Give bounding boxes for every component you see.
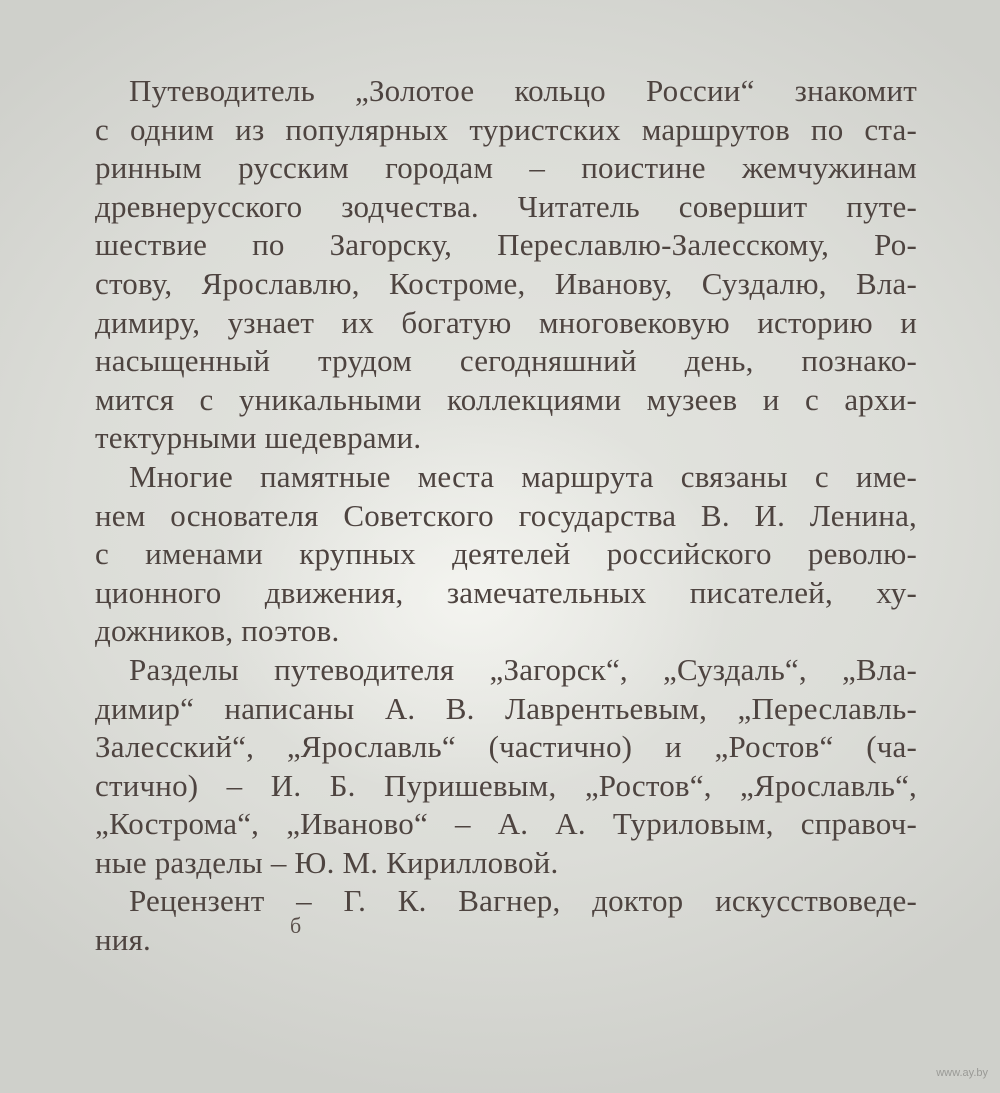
text-line: Рецензент – Г. К. Вагнер, доктор искусствоведе-	[129, 883, 917, 919]
text-line: ные разделы – Ю. М. Кирилловой.	[95, 844, 559, 880]
text-line: древнерусского зодчества. Читатель совершит путе-	[95, 188, 917, 224]
paragraph-memorial-places	[95, 458, 917, 651]
text-line: Разделы путеводителя „Загорск“, „Суздаль“, „Вла-	[129, 651, 917, 687]
text-line: с именами крупных деятелей российского револю-	[95, 536, 917, 572]
text-line: ринным русским городам – поистине жемчужинам	[95, 150, 917, 186]
stray-pen-mark: б	[290, 913, 302, 938]
paragraph-intro	[95, 72, 917, 458]
text-line: димир“ написаны А. В. Лаврентьевым, „Переславль-	[95, 690, 917, 726]
text-line: Путеводитель „Золотое кольцо России“ знакомит	[129, 73, 917, 108]
text-line: тектурными шедеврами.	[95, 420, 422, 456]
text-line: шествие по Загорску, Переславлю-Залесскому, Ро-	[95, 227, 917, 263]
text-line: ния.	[95, 922, 151, 958]
text-line: нем основателя Советского государства В. И. Ленина,	[95, 497, 917, 533]
text-line: мится с уникальными коллекциями музеев и с архи-	[95, 381, 917, 417]
text-line: с одним из популярных туристских маршрутов по ста-	[95, 111, 917, 147]
text-line: „Кострома“, „Иваново“ – А. А. Туриловым, справоч-	[95, 806, 917, 842]
text-line: Многие памятные места маршрута связаны с име-	[129, 458, 917, 494]
page-text	[95, 72, 917, 960]
text-line: димиру, узнает их богатую многовековую историю и	[95, 304, 917, 340]
paragraph-authors	[95, 651, 917, 883]
site-watermark: www.ay.by	[936, 1067, 988, 1079]
text-line: Залесский“, „Ярославль“ (частично) и „Ростов“ (ча-	[95, 729, 917, 765]
paragraph-reviewer	[95, 882, 917, 959]
text-line: насыщенный трудом сегодняшний день, познако-	[95, 343, 917, 379]
text-line: стично) – И. Б. Пуришевым, „Ростов“, „Ярославль“,	[95, 767, 917, 803]
text-line: стову, Ярославлю, Костроме, Иванову, Суздалю, Вла-	[95, 265, 917, 301]
text-line: ционного движения, замечательных писателей, ху-	[95, 574, 917, 610]
text-line: дожников, поэтов.	[95, 613, 340, 649]
